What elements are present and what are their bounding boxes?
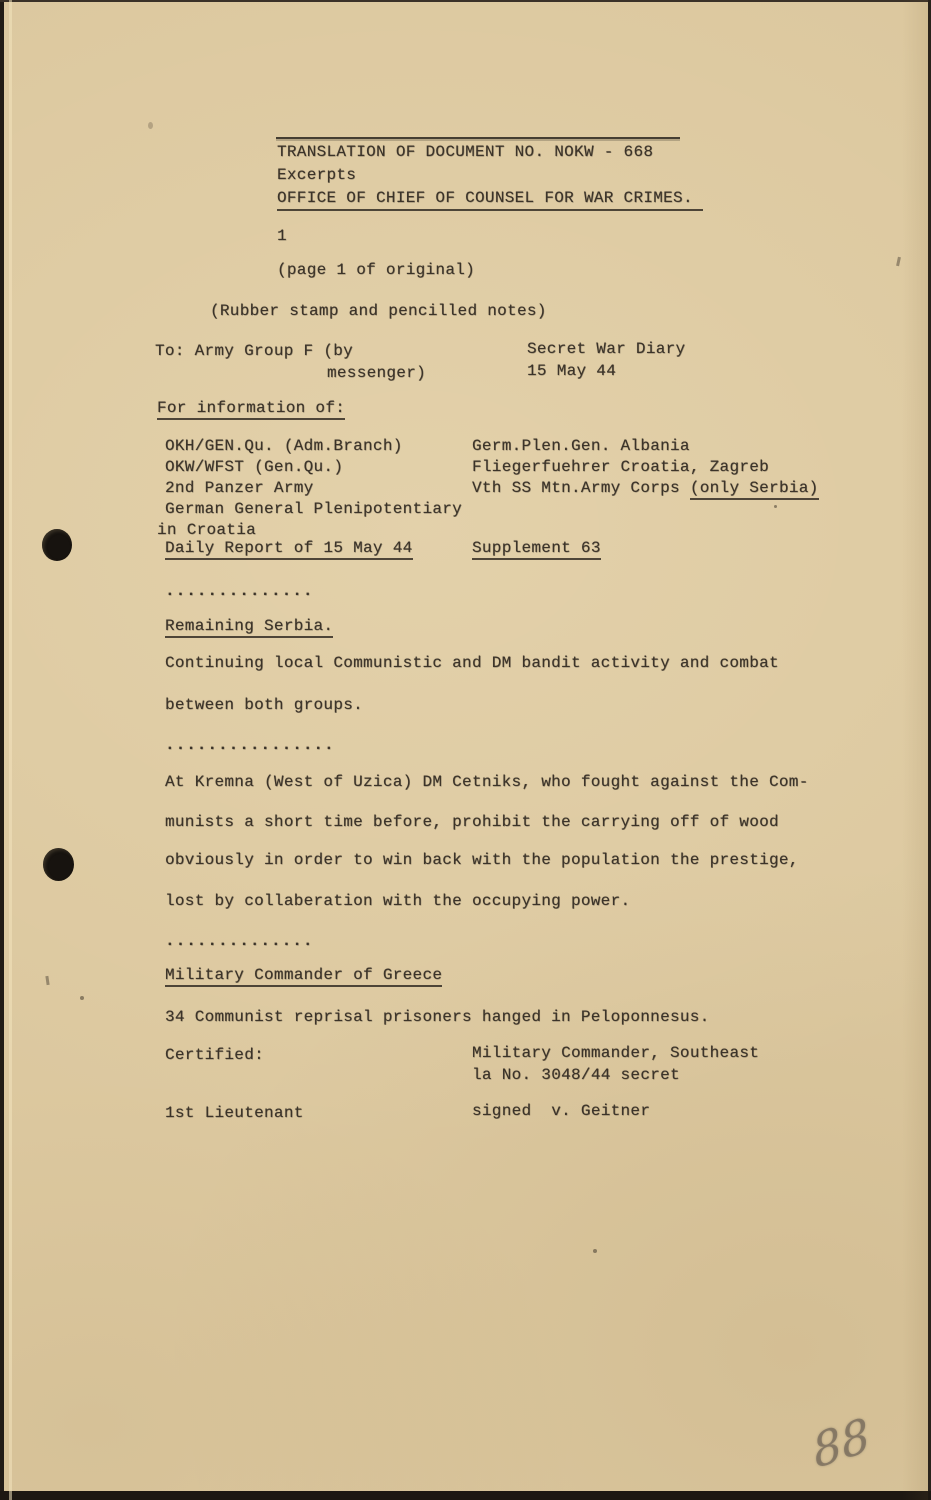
stray-mark	[45, 976, 49, 985]
remaining-serbia-heading: Remaining Serbia.	[165, 617, 333, 638]
doc-title: TRANSLATION OF DOCUMENT NO. NOKW - 668	[277, 143, 654, 161]
signature-line: signed v. Geitner	[472, 1102, 651, 1120]
paper-shading	[902, 0, 928, 1500]
dist-left-croatia: in Croatia	[157, 521, 257, 539]
daily-report-line: Daily Report of 15 May 44	[165, 539, 413, 560]
to-line: To: Army Group F (by	[155, 342, 354, 360]
dotted-separator-3: ..............	[165, 932, 314, 950]
stray-mark	[774, 505, 777, 508]
serbia-body-line2: between both groups.	[165, 696, 364, 714]
only-serbia-underlined: (only Serbia)	[690, 479, 819, 500]
kremna-line1: At Kremna (West of Uzica) DM Cetniks, who fought against the Com-	[165, 773, 809, 791]
dotted-separator-2: ................	[165, 736, 335, 754]
serbia-body-line1: Continuing local Communistic and DM bandit activity and combat	[165, 654, 779, 672]
commander-southeast-line: Military Commander, Southeast	[472, 1044, 760, 1062]
commander-ref-number: la No. 3048/44 secret	[472, 1066, 680, 1084]
scan-edge-top	[0, 0, 931, 2]
office-of-chief-line: OFFICE OF CHIEF OF COUNSEL FOR WAR CRIMES.	[277, 188, 703, 211]
rank-line: 1st Lieutenant	[165, 1104, 304, 1122]
stray-mark	[80, 996, 84, 1000]
stray-mark	[148, 122, 153, 129]
scan-edge-left	[0, 0, 4, 1500]
dist-left-panzer: 2nd Panzer Army	[165, 479, 314, 497]
supplement-line: Supplement 63	[472, 539, 601, 560]
scan-edge-bottom	[0, 1491, 931, 1500]
dist-left-plenipotentiary: German General Plenipotentiary	[165, 500, 463, 518]
greece-body-line1: 34 Communist reprisal prisoners hanged in Peloponnesus.	[165, 1008, 710, 1026]
stray-mark	[593, 1249, 597, 1253]
paragraph-number: 1	[277, 227, 287, 245]
to-line-cont: messenger)	[327, 364, 427, 382]
dist-right-fliegerfuehrer: Fliegerfuehrer Croatia, Zagreb	[472, 458, 770, 476]
pencil-page-number: 88	[808, 1407, 874, 1479]
punch-hole-bottom	[43, 848, 74, 881]
stray-mark	[896, 257, 901, 266]
dist-left-okh: OKH/GEN.Qu. (Adm.Branch)	[165, 437, 403, 455]
kremna-line3: obviously in order to win back with the population the prestige,	[165, 851, 799, 869]
kremna-line4: lost by collaberation with the occupying power.	[165, 892, 631, 910]
page-of-original-note: (page 1 of original)	[277, 261, 476, 279]
for-information-heading: For information of:	[157, 399, 345, 420]
kremna-line2: munists a short time before, prohibit the carrying off of wood	[165, 813, 779, 831]
diary-date: 15 May 44	[527, 362, 617, 380]
dist-right-corps: Vth SS Mtn.Army Corps (only Serbia)	[472, 478, 819, 498]
secret-war-diary: Secret War Diary	[527, 340, 686, 358]
dist-left-okw: OKW/WFST (Gen.Qu.)	[165, 458, 344, 476]
dist-right-albania: Germ.Plen.Gen. Albania	[472, 437, 690, 455]
doc-excerpts-label: Excerpts	[277, 166, 357, 184]
punch-hole-top	[42, 529, 72, 561]
dotted-separator-1: ..............	[165, 582, 314, 600]
greece-heading: Military Commander of Greece	[165, 966, 442, 987]
rubber-stamp-note: (Rubber stamp and pencilled notes)	[210, 302, 547, 320]
certified-label: Certified:	[165, 1046, 265, 1064]
paper-fold-line	[9, 0, 12, 1500]
header-top-rule	[276, 137, 680, 139]
